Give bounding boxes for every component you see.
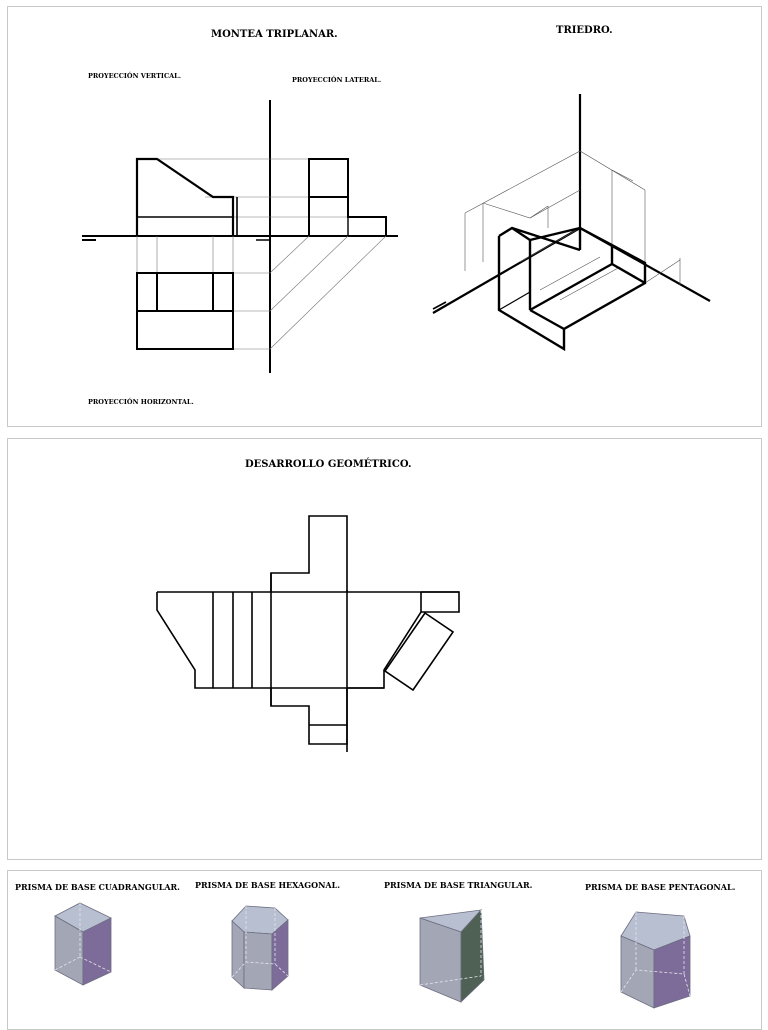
triedro-drawing (433, 94, 710, 349)
prisma-triangular-label: PRISMA DE BASE TRIANGULAR. (384, 880, 533, 890)
proyeccion-horizontal-label: PROYECCIÓN HORIZONTAL. (88, 398, 194, 406)
prisma-hexagonal-label: PRISMA DE BASE HEXAGONAL. (195, 880, 340, 890)
prisma-pentagonal-label: PRISMA DE BASE PENTAGONAL. (585, 882, 736, 892)
prisma-cuadrangular-label: PRISMA DE BASE CUADRANGULAR. (15, 882, 180, 892)
proyeccion-vertical-label: PROYECCIÓN VERTICAL. (88, 72, 182, 80)
prisma-cuadrangular-figure (55, 903, 111, 985)
triedro-title: TRIEDRO. (556, 25, 613, 36)
prisma-hexagonal-figure (232, 906, 288, 990)
montea-title: MONTEA TRIPLANAR. (211, 29, 338, 40)
prisma-pentagonal-figure (621, 912, 690, 1008)
montea-triplanar-drawing (82, 100, 398, 373)
desarrollo-geometrico-drawing (157, 516, 459, 752)
desarrollo-title: DESARROLLO GEOMÉTRICO. (245, 459, 412, 470)
proyeccion-lateral-label: PROYECCIÓN LATERAL. (292, 76, 382, 84)
prisma-triangular-figure (420, 910, 484, 1002)
